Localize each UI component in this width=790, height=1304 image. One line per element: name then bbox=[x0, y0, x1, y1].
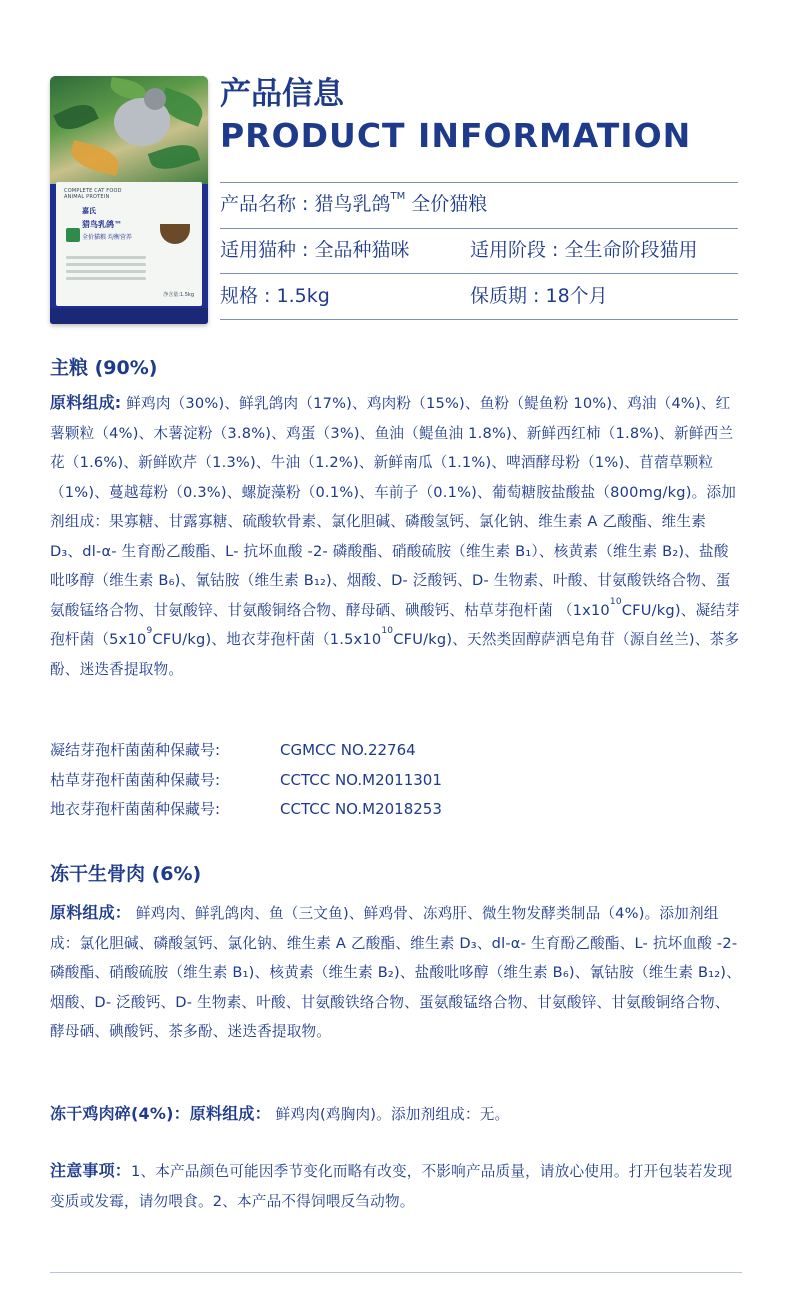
strain-list bbox=[50, 736, 650, 825]
freeze-dried-ingredients bbox=[50, 898, 742, 1047]
strain-label: 地衣芽孢杆菌菌种保藏号: bbox=[50, 800, 221, 818]
specification: 规格 : 1.5kg bbox=[220, 285, 330, 307]
product-package-image bbox=[50, 76, 208, 324]
page-title-en: PRODUCT INFORMATION bbox=[220, 116, 692, 155]
package-feature-list bbox=[66, 256, 146, 284]
product-name-label: 产品名称 : 猎鸟乳鸽 bbox=[220, 193, 391, 215]
package-protein-tag: ANIMAL PROTEIN bbox=[64, 194, 110, 200]
suitable-breed: 适用猫种 : 全品种猫咪 bbox=[220, 239, 410, 261]
main-kibble-title: 主粮 (90%) bbox=[50, 357, 158, 379]
freeze-dried-title: 冻干生骨肉 (6%) bbox=[50, 863, 202, 885]
divider bbox=[220, 273, 738, 274]
ingredients-text-c: CFU/kg)、地衣芽孢杆菌（1.5x10 bbox=[152, 631, 382, 648]
divider bbox=[220, 319, 738, 320]
notes-text: 1、本产品颜色可能因季节变化而略有改变，不影响产品质量，请放心使用。打开包装若发现变质或发霉，请勿喂食。2、本产品不得饲喂反刍动物。 bbox=[50, 1163, 733, 1210]
strain-label: 枯草芽孢杆菌菌种保藏号: bbox=[50, 770, 221, 789]
shelf-life: 保质期 : 18个月 bbox=[470, 285, 608, 307]
ingredients-label: 原料组成： bbox=[50, 903, 132, 922]
package-weight: 净含量:1.5kg bbox=[163, 292, 194, 298]
package-body bbox=[50, 76, 208, 324]
strain-value: CGMCC NO.22764 bbox=[280, 741, 416, 759]
food-bowl-icon bbox=[160, 224, 190, 244]
notes bbox=[50, 1156, 742, 1216]
jungle-illustration bbox=[50, 76, 208, 184]
trademark-mark: TM bbox=[390, 191, 406, 202]
ingredients-text-a: 鲜鸡肉（30%)、鲜乳鸽肉（17%)、鸡肉粉（15%)、鱼粉（鳀鱼粉 10%)、鸡油（4%)、红薯颗粒（4%)、木薯淀粉（3.8%)、鸡蛋（3%)、鱼油（鳀鱼油 1.8%)、新鲜西红柿（1.8%)、新鲜西兰花（1.6%)、新鲜欧芹（1.3%)、牛油（1.2%)、新鲜南瓜（1.1%)、啤酒酵母粉（1%)、苜蓿草颗粒（1%)、蔓越莓粉（0.3%)、螺旋藻粉（0.1%)、车前子（0.1%)、葡萄糖胺盐酸盐（800mg/kg)。添加剂组成：果寡糖、甘露寡糖、硫酸软骨素、氯化胆碱、磷酸氢钙、氯化钠、维生素 A 乙酸酯、维生素 D₃、dl-α- 生育酚乙酸酯、L- 抗坏血酸 -2- 磷酸酯、硝酸硫胺（维生素 B₁）、核黄素（维生素 B₂)、盐酸吡哆醇（维生素 B₆)、氰钴胺（维生素 B₁₂)、烟酸、D- 泛酸钙、D- 生物素、叶酸、甘氨酸铁络合物、蛋氨酸锰络合物、甘氨酸锌、甘氨酸铜络合物、酵母硒、碘酸钙、枯草芽孢杆菌 （1x10 bbox=[50, 395, 737, 619]
leaf-shape bbox=[53, 99, 99, 136]
strain-value: CCTCC NO.M2011301 bbox=[280, 770, 442, 789]
ingredients-text-d: CFU/kg)、天然类固醇萨洒皂角苷（源自丝兰)、茶多酚、迷迭香提取物。 bbox=[50, 631, 740, 678]
chicken-bits-ingredients bbox=[50, 1099, 742, 1130]
ingredients-label: 原料组成: bbox=[50, 393, 122, 412]
divider bbox=[220, 228, 738, 229]
chicken-bits-label: 冻干鸡肉碎(4%)：原料组成： bbox=[50, 1104, 271, 1123]
exponent: 10 bbox=[381, 626, 394, 636]
main-kibble-ingredients bbox=[50, 388, 742, 684]
exponent: 10 bbox=[609, 596, 622, 607]
ingredients-text: 鲜鸡肉、鲜乳鸽肉、鱼（三文鱼)、鲜鸡骨、冻鸡肝、微生物发酵类制品（4%)。添加剂组成：氯化胆碱、磷酸氢钙、氯化钠、维生素 A 乙酸酯、维生素 D₃、dl-α- 生育酚乙酸酯、L- 抗坏血酸 -2- 磷酸酯、硝酸硫胺（维生素 B₁)、核黄素（维生素 B₂)、盐酸吡哆醇（维生素 B₆)、氰钴胺（维生素 B₁₂)、烟酸、D- 泛酸钙、D- 生物素、叶酸、甘氨酸铁络合物、蛋氨酸锰络合物、甘氨酸锌、甘氨酸铜络合物、酵母硒、碘酸钙、茶多酚、迷迭香提取物。 bbox=[50, 905, 741, 1040]
page-title-cn: 产品信息 bbox=[220, 76, 344, 112]
strain-label: 凝结芽孢杆菌菌种保藏号: bbox=[50, 741, 221, 759]
leaf-shape bbox=[148, 139, 200, 175]
package-subtitle: 全价猫粮 均衡营养 bbox=[82, 234, 132, 241]
product-name-tail: 全价猫粮 bbox=[405, 193, 488, 215]
package-brand: 嘉氏 bbox=[82, 207, 96, 215]
suitable-stage: 适用阶段 : 全生命阶段猫用 bbox=[470, 239, 698, 261]
pigeon-illustration bbox=[114, 98, 170, 146]
divider bbox=[220, 182, 738, 183]
package-bottom-band bbox=[50, 308, 208, 324]
strain-row bbox=[50, 766, 650, 796]
ingredients-text-b: CFU/kg)、凝结芽孢杆菌（5x10 bbox=[50, 601, 740, 648]
strain-value: CCTCC NO.M2018253 bbox=[280, 800, 442, 818]
package-product-name: 猎鸟乳鸽™ bbox=[82, 220, 122, 229]
strain-row bbox=[50, 795, 650, 825]
green-badge-icon bbox=[66, 228, 80, 242]
chicken-bits-text: 鲜鸡肉(鸡胸肉)。添加剂组成：无。 bbox=[270, 1106, 510, 1123]
notes-label: 注意事项： bbox=[50, 1161, 132, 1180]
bottom-divider bbox=[50, 1272, 742, 1273]
product-name-row bbox=[220, 192, 487, 216]
strain-row bbox=[50, 736, 650, 766]
leaf-shape bbox=[68, 140, 123, 176]
package-label-panel bbox=[56, 182, 202, 306]
package-tagline: COMPLETE CAT FOOD bbox=[64, 188, 122, 194]
exponent: 9 bbox=[146, 626, 153, 636]
